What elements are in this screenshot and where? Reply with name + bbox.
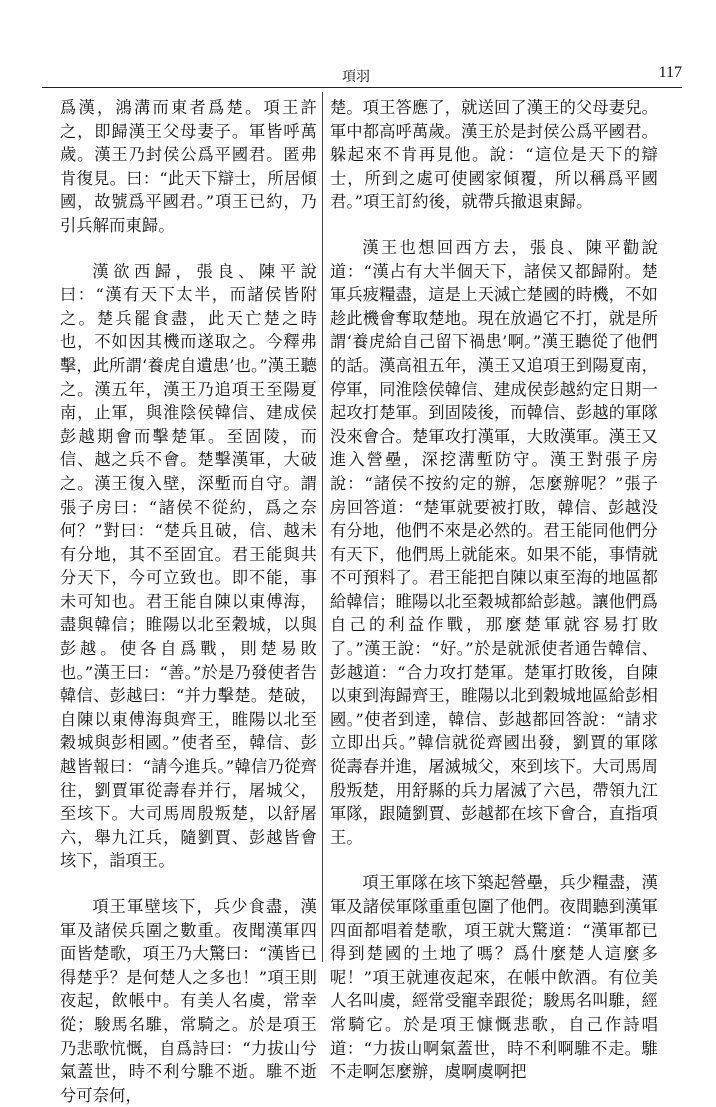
page-number: 117	[658, 64, 682, 81]
running-title: 項羽	[342, 69, 370, 85]
column-divider	[322, 92, 323, 962]
text-paragraph: 楚。項王答應了，就送回了漢王的父母妻兒。軍中都高呼萬歲。漢王於是封侯公爲平國君。躲起來不肯再見他。說：“這位是天下的辯士，所到之處可使國家傾覆，所以稱爲平國君。”項王訂約後，就帶兵撤退東歸。	[330, 98, 658, 212]
text-paragraph: 爲漢，鴻溝而東者爲楚。項王許之，即歸漢王父母妻子。軍皆呼萬歲。漢王乃封侯公爲平國君。匿弗肯復見。曰：“此天下辯士，所居傾國，故號爲平國君。”項王已約，乃引兵解而東歸。	[60, 98, 317, 235]
text-paragraph: 項王軍隊在垓下築起營壘，兵少糧盡，漢軍及諸侯軍隊重重包圍了他們。夜間聽到漢軍四面都唱着楚歌，項王就大驚道：“漢軍都已得到楚國的土地了嗎？爲什麼楚人這麼多呢！”項王就連夜起來，在帳中飲酒。有位美人名叫虞，經常受寵幸跟從；駿馬名叫騅，經常騎它。於是項王慷慨悲歌，自己作詩唱道：“力拔山啊氣蓋世，時不利啊騅不走。騅不走啊怎麼辦，虞啊虞啊把	[330, 873, 658, 1082]
page-header	[42, 64, 682, 84]
text-paragraph: 漢欲西歸，張良、陳平說曰：“漢有天下太半，而諸侯皆附之。楚兵罷食盡，此天亡楚之時也，不如因其機而遂取之。今釋弗擊，此所謂‘養虎自遺患’也。”漢王聽之。漢五年，漢王乃追項王至陽夏南，止軍，與淮陰侯韓信、建成侯彭越期會而擊楚軍。至固陵，而信、越之兵不會。楚擊漢軍，大破之。漢王復入壁，深塹而自守。謂張子房曰：“諸侯不從約，爲之奈何？”對曰：“楚兵且破，信、越未有分地，其不至固宜。君王能與共分天下，今可立致也。即不能，事未可知也。君王能自陳以東傅海，盡與韓信；睢陽以北至穀城，以與彭越。使各自爲戰，則楚易敗也。”漢王曰：“善。”於是乃發使者告韓信、彭越曰：“并力擊楚。楚破，自陳以東傅海與齊王，睢陽以北至穀城與彭相國。”使者至，韓信、彭越皆報曰：“請今進兵。”韓信乃從齊往，劉賈軍從壽春并行，屠城父，至垓下。大司馬周殷叛楚，以舒屠六，舉九江兵，隨劉賈、彭越皆會垓下，詣項王。	[60, 261, 317, 871]
header-rule	[42, 87, 682, 88]
text-paragraph: 漢王也想回西方去，張良、陳平勸說道：“漢占有大半個天下，諸侯又都歸附。楚軍兵疲糧盡，這是上天滅亡楚國的時機，不如趁此機會奪取楚地。現在放過它不打，就是所謂‘養虎給自己留下禍患’啊。”漢王聽從了他們的話。漢高祖五年，漢王又追項王到陽夏南，停軍，同淮陰侯韓信、建成侯彭越約定日期一起攻打楚軍。到固陵後，而韓信、彭越的軍隊没來會合。楚軍攻打漢軍，大敗漢軍。漢王又進入營壘，深挖溝塹防守。漢王對張子房說：“諸侯不按約定的辦，怎麼辦呢？”張子房回答道：“楚軍就要被打敗，韓信、彭越没有分地，他們不來是必然的。君王能同他們分有天下，他們馬上就能來。如果不能，事情就不可預料了。君王能把自陳以東至海的地區都給韓信；睢陽以北至穀城都給彭越。讓他們爲自己的利益作戰，那麼楚軍就容易打敗了。”漢王說：“好。”於是就派使者通告韓信、彭越道：“合力攻打楚軍。楚軍打敗後，自陳以東到海歸齊王，睢陽以北到穀城地區給彭相國。”使者到達，韓信、彭越都回答說：“請求立即出兵。”韓信就從齊國出發，劉賈的軍隊從壽春并進，屠滅城父，來到垓下。大司馬周殷叛楚，用舒縣的兵力屠滅了六邑，帶領九江軍隊，跟隨劉賈、彭越都在垓下會合，直指項王。	[330, 237, 658, 847]
translation-column	[330, 96, 658, 1084]
text-paragraph: 項王軍壁垓下，兵少食盡，漢軍及諸侯兵圍之數重。夜聞漢軍四面皆楚歌，項王乃大驚曰：“漢皆已得楚乎？是何楚人之多也！”項王則夜起，飲帳中。有美人名虞，常幸從；駿馬名騅，常騎之。於是項王乃悲歌忼慨，自爲詩曰：“力拔山兮氣蓋世，時不利兮騅不逝。騅不逝兮可奈何，	[60, 897, 317, 1105]
classical-text-column	[60, 96, 317, 1107]
